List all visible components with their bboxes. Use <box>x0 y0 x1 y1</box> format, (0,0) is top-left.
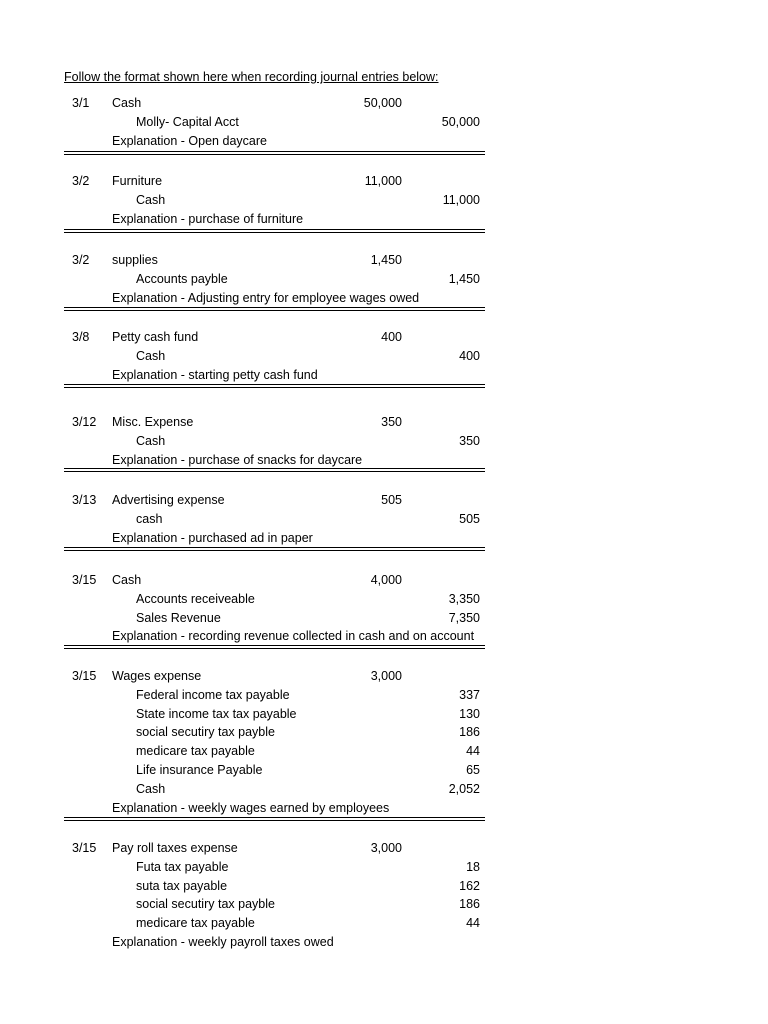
debit-amount: 3,000 <box>370 841 402 855</box>
credit-line <box>64 432 484 451</box>
entry-explanation: Explanation - recording revenue collected in cash and on account <box>112 629 475 644</box>
explanation-line <box>64 132 484 151</box>
journal-entry <box>64 172 484 228</box>
entry-date: 3/2 <box>72 253 90 267</box>
credit-amount: 130 <box>459 706 480 721</box>
credit-amount: 162 <box>459 878 480 893</box>
credit-line <box>64 686 484 705</box>
double-underline-divider <box>64 384 485 388</box>
debit-amount: 505 <box>381 493 402 507</box>
entry-explanation: Explanation - purchase of furniture <box>112 211 304 226</box>
credit-amount: 186 <box>459 725 480 740</box>
double-underline-divider <box>64 307 485 311</box>
debit-amount: 4,000 <box>370 573 402 587</box>
entry-explanation: Explanation - purchase of snacks for daycare <box>112 452 363 467</box>
credit-account: suta tax payable <box>136 878 228 893</box>
credit-amount: 3,350 <box>448 591 480 606</box>
credit-amount: 186 <box>459 897 480 912</box>
credit-line <box>64 723 484 742</box>
credit-amount: 44 <box>466 744 480 759</box>
credit-account: Accounts receiveable <box>136 591 255 606</box>
debit-account: Cash <box>112 96 142 110</box>
entry-date: 3/8 <box>72 330 90 344</box>
double-underline-divider <box>64 151 485 155</box>
debit-amount: 11,000 <box>364 174 402 188</box>
journal-entry <box>64 571 484 646</box>
credit-account: Futa tax payable <box>136 859 229 874</box>
explanation-line <box>64 799 484 818</box>
credit-account: social secutiry tax payble <box>136 897 275 912</box>
double-underline-divider <box>64 547 485 551</box>
credit-amount: 400 <box>459 348 480 363</box>
credit-account: medicare tax payable <box>136 744 255 759</box>
credit-amount: 50,000 <box>441 114 480 129</box>
entry-explanation: Explanation - Open daycare <box>112 133 267 148</box>
credit-amount: 337 <box>459 687 480 702</box>
debit-line <box>64 413 484 432</box>
entry-date: 3/15 <box>72 841 97 855</box>
debit-account: Cash <box>112 573 142 587</box>
credit-line <box>64 761 484 780</box>
entry-date: 3/1 <box>72 96 90 110</box>
credit-amount: 44 <box>466 916 480 931</box>
credit-account: Accounts payble <box>136 271 228 286</box>
credit-amount: 505 <box>459 511 480 526</box>
debit-amount: 350 <box>381 415 402 429</box>
debit-line <box>64 839 484 858</box>
explanation-line <box>64 366 484 385</box>
debit-line <box>64 94 484 113</box>
credit-line <box>64 742 484 761</box>
credit-line <box>64 347 484 366</box>
credit-line <box>64 270 484 289</box>
page-heading: Follow the format shown here when recording journal entries below: <box>64 70 439 84</box>
debit-account: Pay roll taxes expense <box>112 841 238 855</box>
debit-amount: 1,450 <box>370 253 402 267</box>
journal-entry <box>64 94 484 150</box>
debit-line <box>64 172 484 191</box>
credit-line <box>64 780 484 799</box>
credit-line <box>64 609 484 628</box>
debit-account: Furniture <box>112 174 163 188</box>
debit-account: Misc. Expense <box>112 415 194 429</box>
credit-line <box>64 510 484 529</box>
debit-line <box>64 328 484 347</box>
debit-amount: 3,000 <box>370 669 402 683</box>
double-underline-divider <box>64 468 485 472</box>
journal-entry <box>64 491 484 547</box>
entry-date: 3/12 <box>72 415 97 429</box>
entry-explanation: Explanation - purchased ad in paper <box>112 530 313 545</box>
credit-line <box>64 590 484 609</box>
credit-account: Federal income tax payable <box>136 687 290 702</box>
debit-line <box>64 491 484 510</box>
entry-date: 3/15 <box>72 573 97 587</box>
credit-account: Cash <box>136 433 166 448</box>
credit-line <box>64 914 484 933</box>
credit-account: Sales Revenue <box>136 610 221 625</box>
credit-account: Molly- Capital Acct <box>136 114 239 129</box>
debit-line <box>64 667 484 686</box>
credit-amount: 7,350 <box>448 610 480 625</box>
entry-explanation: Explanation - Adjusting entry for employee wages owed <box>112 290 420 305</box>
journal-entry <box>64 667 484 817</box>
journal-entry <box>64 328 484 384</box>
credit-account: Cash <box>136 781 166 796</box>
debit-account: Wages expense <box>112 669 202 683</box>
credit-account: cash <box>136 511 163 526</box>
credit-amount: 2,052 <box>448 781 480 796</box>
explanation-line <box>64 529 484 548</box>
credit-line <box>64 705 484 724</box>
credit-line <box>64 113 484 132</box>
double-underline-divider <box>64 229 485 233</box>
debit-account: supplies <box>112 253 158 267</box>
entry-date: 3/13 <box>72 493 97 507</box>
credit-line <box>64 877 484 896</box>
double-underline-divider <box>64 817 485 821</box>
debit-line <box>64 251 484 270</box>
credit-amount: 1,450 <box>448 271 480 286</box>
explanation-line <box>64 933 484 952</box>
explanation-line <box>64 451 484 470</box>
credit-amount: 18 <box>466 859 480 874</box>
double-underline-divider <box>64 645 485 649</box>
entry-date: 3/15 <box>72 669 97 683</box>
credit-account: State income tax tax payable <box>136 706 297 721</box>
credit-line <box>64 858 484 877</box>
explanation-line <box>64 210 484 229</box>
debit-amount: 400 <box>381 330 402 344</box>
debit-amount: 50,000 <box>363 96 402 110</box>
credit-account: medicare tax payable <box>136 916 255 931</box>
credit-amount: 65 <box>466 762 480 777</box>
credit-account: Cash <box>136 348 166 363</box>
debit-account: Advertising expense <box>112 493 225 507</box>
journal-entry <box>64 413 484 469</box>
credit-account: social secutiry tax payble <box>136 725 275 740</box>
entry-explanation: Explanation - starting petty cash fund <box>112 367 318 382</box>
credit-amount: 350 <box>459 433 480 448</box>
credit-amount: 11,000 <box>442 192 480 207</box>
entry-date: 3/2 <box>72 174 90 188</box>
journal-entry <box>64 251 484 307</box>
entry-explanation: Explanation - weekly wages earned by employees <box>112 800 390 815</box>
explanation-line <box>64 627 484 646</box>
explanation-line <box>64 289 484 308</box>
credit-account: Cash <box>136 192 166 207</box>
credit-account: Life insurance Payable <box>136 762 263 777</box>
credit-line <box>64 895 484 914</box>
journal-entry <box>64 839 484 952</box>
debit-line <box>64 571 484 590</box>
credit-line <box>64 191 484 210</box>
entry-explanation: Explanation - weekly payroll taxes owed <box>112 934 334 949</box>
debit-account: Petty cash fund <box>112 330 199 344</box>
